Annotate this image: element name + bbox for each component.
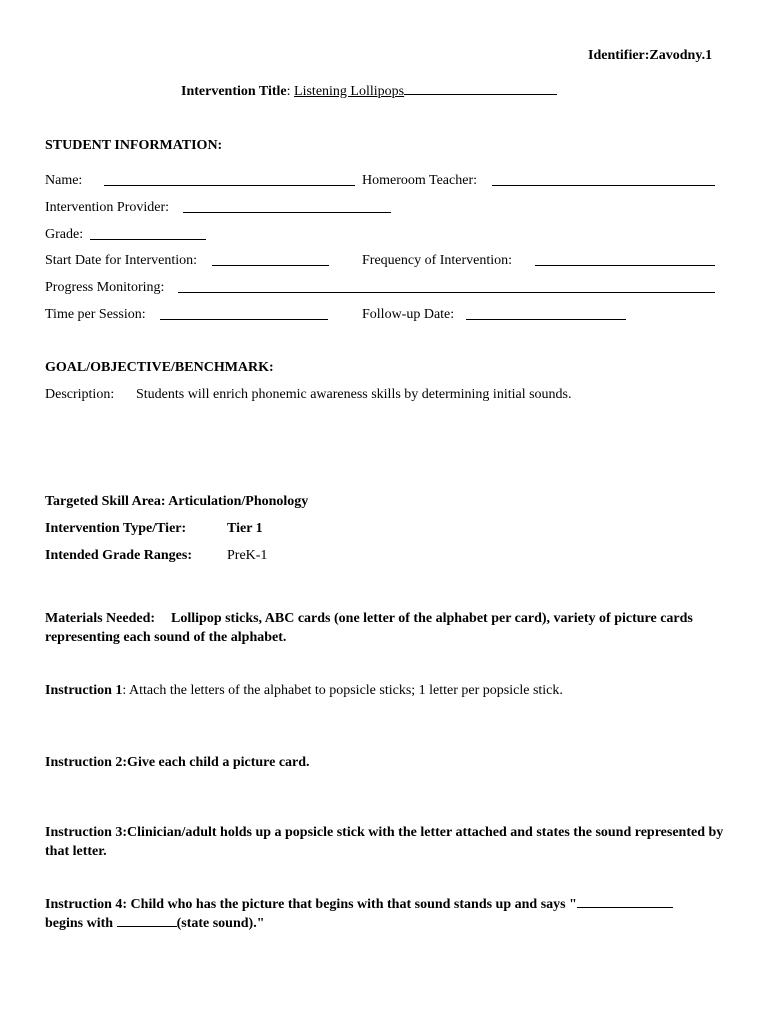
student-info-heading: STUDENT INFORMATION: bbox=[45, 138, 223, 153]
followup-field[interactable] bbox=[466, 307, 626, 320]
intervention-title-value: Listening Lollipops bbox=[294, 84, 405, 99]
instruction-4 bbox=[45, 895, 725, 933]
materials bbox=[45, 609, 725, 647]
homeroom-label: Homeroom Teacher: bbox=[362, 173, 477, 188]
grade-range-label: Intended Grade Ranges: bbox=[45, 548, 193, 563]
grade-label: Grade: bbox=[45, 227, 84, 242]
grade-range-value: PreK-1 bbox=[227, 548, 268, 563]
instruction-4-part3: (state sound)." bbox=[176, 916, 265, 931]
time-label: Time per Session: bbox=[45, 307, 146, 322]
grade-field[interactable] bbox=[90, 227, 206, 240]
instruction-1-label: Instruction 1 bbox=[45, 683, 123, 698]
instruction-1 bbox=[45, 681, 725, 700]
intervention-type-label: Intervention Type/Tier: bbox=[45, 521, 187, 536]
instruction-4-part1: Instruction 4: Child who has the picture that begins with that sound stands up and says " bbox=[45, 897, 577, 912]
instruction-4-part2: begins with bbox=[45, 916, 117, 931]
materials-label: Materials Needed: bbox=[45, 611, 156, 626]
targeted-skill: Targeted Skill Area: Articulation/Phonology bbox=[45, 494, 309, 509]
frequency-field[interactable] bbox=[535, 253, 715, 266]
name-field[interactable] bbox=[104, 173, 355, 186]
instruction-2: Instruction 2:Give each child a picture card. bbox=[45, 755, 310, 770]
intervention-title-label: Intervention Title bbox=[181, 84, 287, 99]
time-field[interactable] bbox=[160, 307, 328, 320]
instruction-4-blank-2[interactable] bbox=[117, 914, 177, 927]
materials-text: Lollipop sticks, ABC cards (one letter of the alphabet per card), variety of picture cards representing each sound of the alphabet. bbox=[45, 611, 693, 645]
instruction-4-blank-1[interactable] bbox=[577, 895, 673, 908]
start-date-label: Start Date for Intervention: bbox=[45, 253, 198, 268]
instruction-3: Instruction 3:Clinician/adult holds up a popsicle stick with the letter attached and states the sound represented by that letter. bbox=[45, 825, 724, 859]
followup-label: Follow-up Date: bbox=[362, 307, 455, 322]
frequency-label: Frequency of Intervention: bbox=[362, 253, 513, 268]
progress-label: Progress Monitoring: bbox=[45, 280, 165, 295]
intervention-title-line bbox=[181, 82, 557, 101]
identifier: Identifier:Zavodny.1 bbox=[588, 48, 713, 63]
goal-heading: GOAL/OBJECTIVE/BENCHMARK: bbox=[45, 360, 274, 375]
provider-label: Intervention Provider: bbox=[45, 200, 170, 215]
description-text: Students will enrich phonemic awareness skills by determining initial sounds. bbox=[136, 387, 572, 402]
intervention-type-value: Tier 1 bbox=[227, 521, 263, 536]
start-date-field[interactable] bbox=[212, 253, 329, 266]
instruction-1-text: : Attach the letters of the alphabet to popsicle sticks; 1 letter per popsicle stick. bbox=[122, 683, 563, 698]
title-underline bbox=[404, 82, 557, 95]
provider-field[interactable] bbox=[183, 200, 391, 213]
homeroom-field[interactable] bbox=[492, 173, 715, 186]
intervention-title-sep: : bbox=[286, 84, 295, 99]
description-label: Description: bbox=[45, 387, 115, 402]
name-label: Name: bbox=[45, 173, 83, 188]
progress-field[interactable] bbox=[178, 280, 715, 293]
